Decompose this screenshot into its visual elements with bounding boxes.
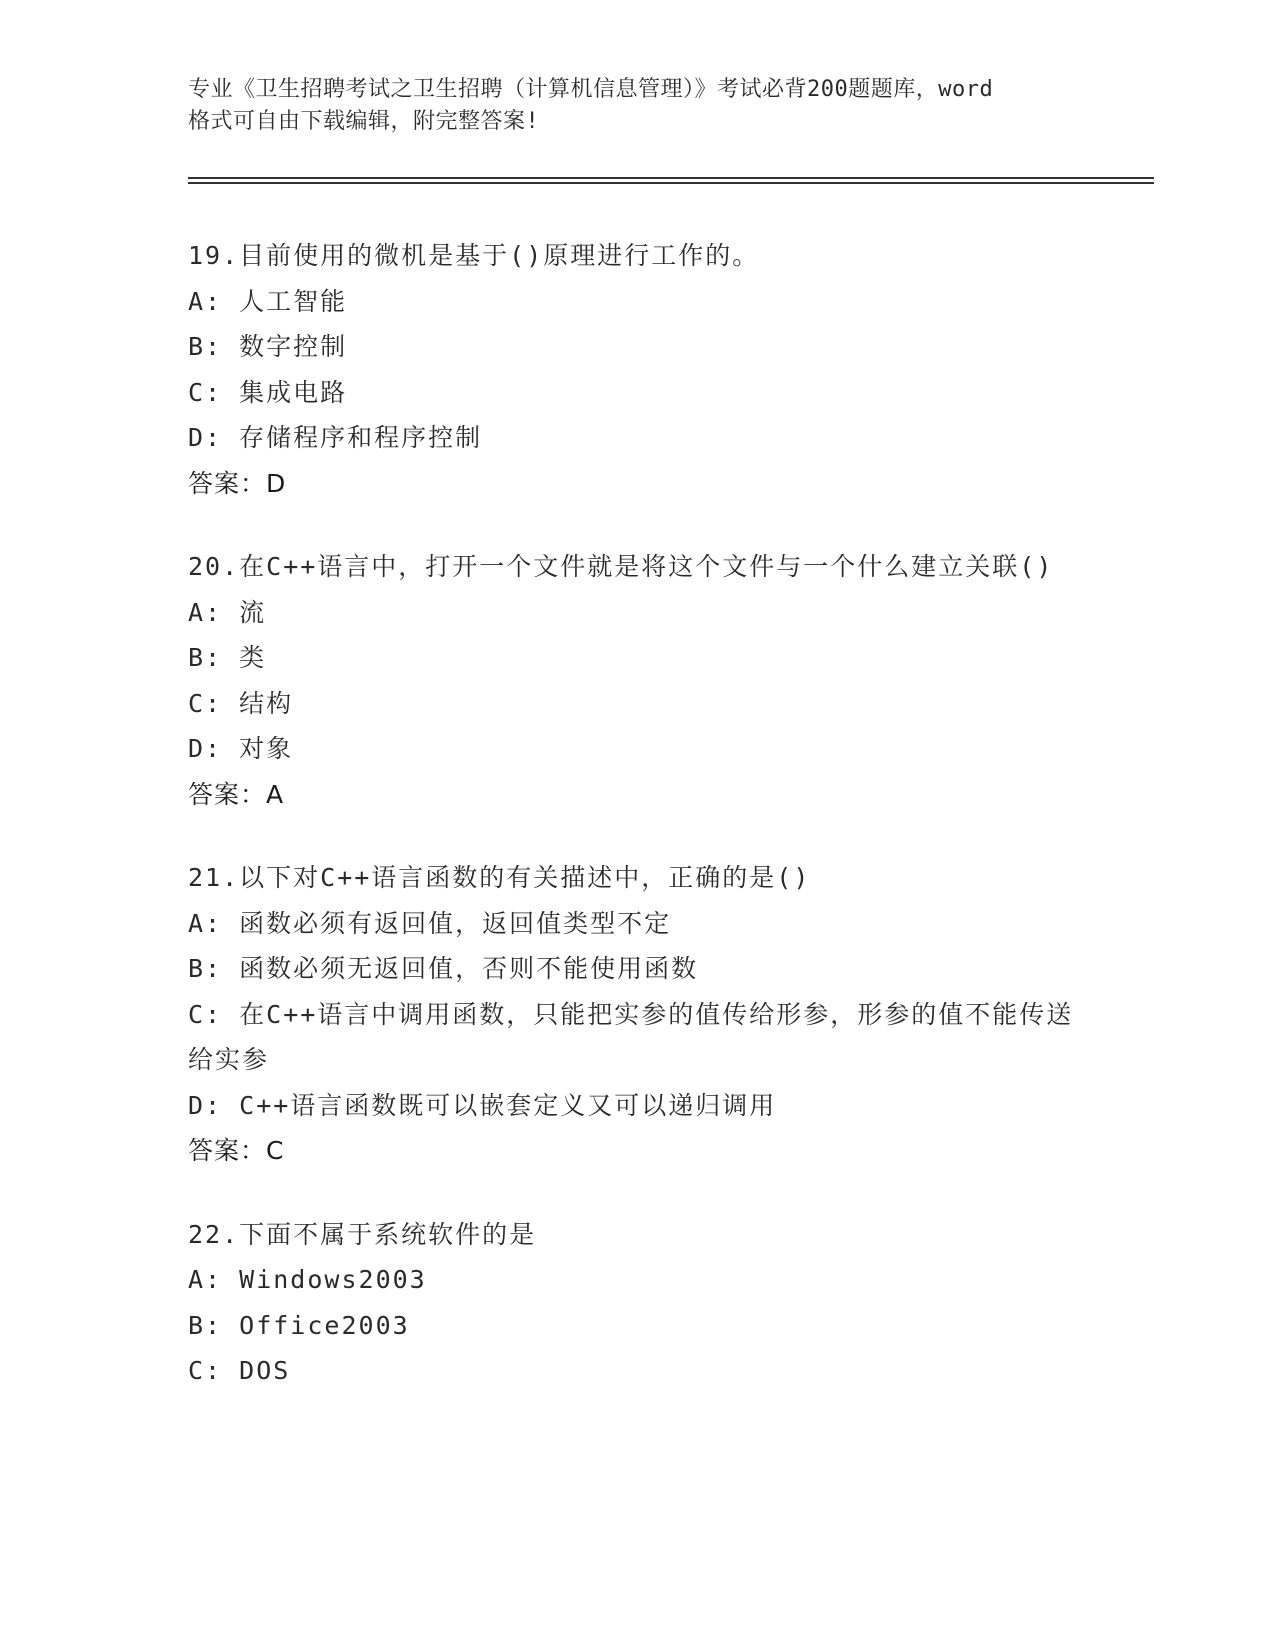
question-text: 20.在C++语言中，打开一个文件就是将这个文件与一个什么建立关联(): [188, 552, 1054, 581]
option-a: A: 人工智能: [188, 286, 348, 316]
option-d: D: 对象: [188, 734, 294, 763]
question-text: 21.以下对C++语言函数的有关描述中，正确的是(): [188, 863, 811, 892]
question-list: [188, 233, 1088, 1432]
question-text: 22.下面不属于系统软件的是: [188, 1219, 537, 1249]
answer-line: 答案：D: [188, 468, 287, 498]
answer-line: 答案：A: [188, 779, 285, 809]
option-c: C: 集成电路: [188, 377, 348, 407]
option-d: D: C++语言函数既可以嵌套定义又可以递归调用: [188, 1090, 777, 1120]
option-b: B: Office2003: [188, 1310, 410, 1340]
document-header: [188, 74, 1088, 138]
question-text: 19.目前使用的微机是基于()原理进行工作的。: [188, 241, 760, 270]
header-line-2: 格式可自由下载编辑，附完整答案!: [188, 109, 540, 134]
option-b: B: 函数必须无返回值，否则不能使用函数: [188, 954, 699, 983]
header-line-1: 专业《卫生招聘考试之卫生招聘（计算机信息管理）》考试必背200题题库，word: [188, 77, 994, 102]
option-a: A: 流: [188, 597, 267, 627]
header-divider-bottom: [188, 182, 1154, 184]
option-b: B: 类: [188, 643, 267, 672]
option-d: D: 存储程序和程序控制: [188, 423, 483, 452]
option-c: C: 结构: [188, 688, 294, 718]
option-a: A: Windows2003: [188, 1265, 427, 1294]
question-19: [188, 233, 1088, 506]
option-c: C: 在C++语言中调用函数，只能把实参的值传给形参，形参的值不能传送给实参: [188, 999, 1074, 1074]
question-21: [188, 855, 1088, 1174]
question-22: [188, 1212, 1088, 1394]
answer-line: 答案：C: [188, 1136, 285, 1165]
option-a: A: 函数必须有返回值，返回值类型不定: [188, 908, 672, 938]
question-20: [188, 544, 1088, 817]
option-c: C: DOS: [188, 1356, 291, 1385]
option-b: B: 数字控制: [188, 332, 348, 361]
header-divider-top: [188, 177, 1154, 179]
